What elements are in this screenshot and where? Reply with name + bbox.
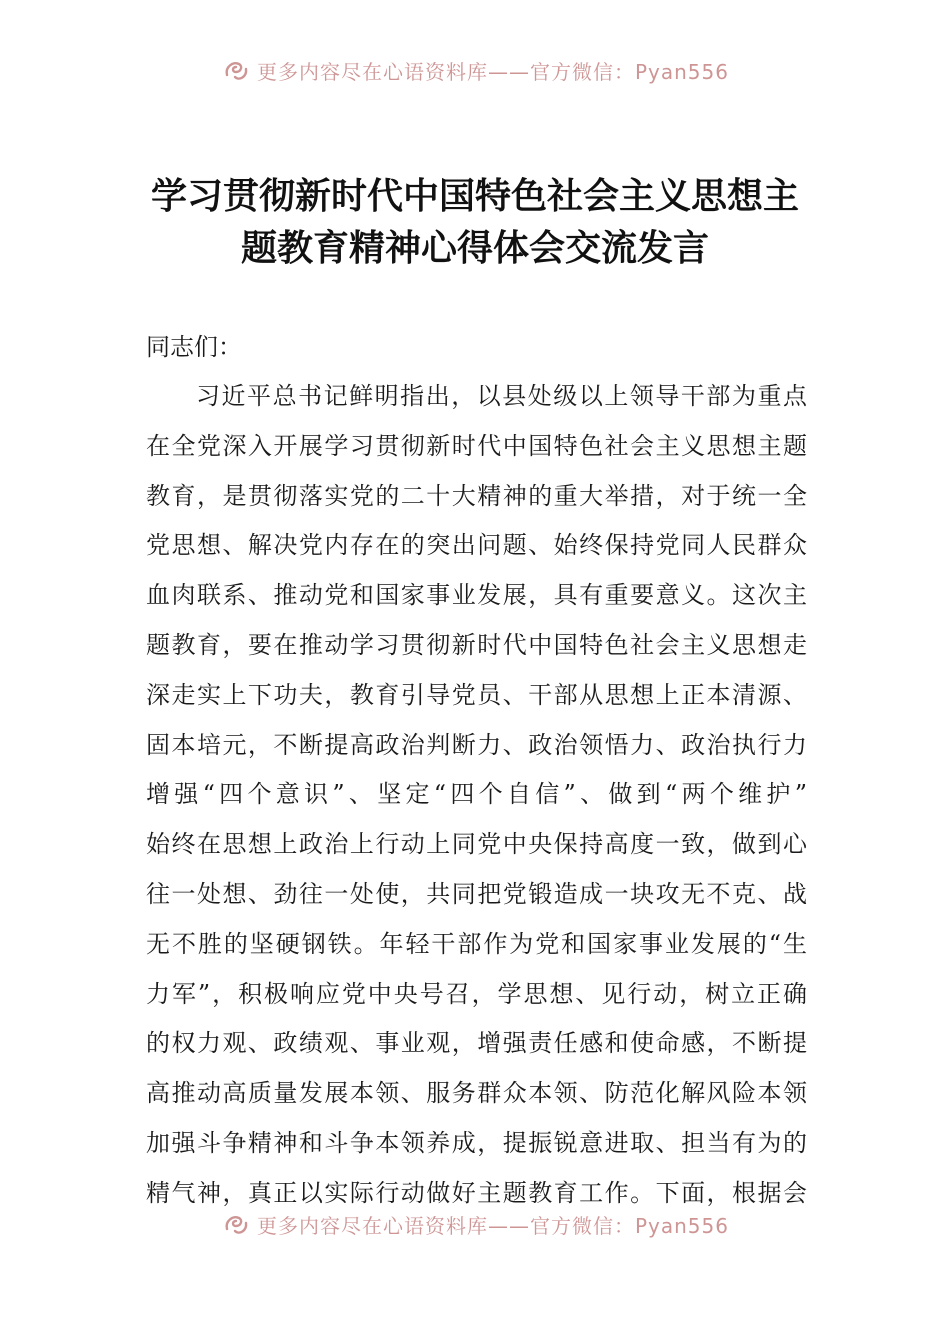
- paragraph-line: 精气神，真正以实际行动做好主题教育工作。下面，根据会: [146, 1178, 808, 1207]
- paragraph-line: 习近平总书记鲜明指出，以县处级以上领导干部为重点: [196, 382, 808, 410]
- paragraph-line: 的权力观、政绩观、事业观，增强责任感和使命感，不断提: [146, 1029, 808, 1058]
- watermark-text: 更多内容尽在心语资料库——官方微信：Pyan556: [256, 59, 729, 84]
- document-title: [120, 170, 830, 274]
- paragraph-line: 血肉联系、推动党和国家事业发展，具有重要意义。这次主: [146, 581, 808, 610]
- paragraph-line: 始终在思想上政治上行动上同党中央保持高度一致，做到心: [146, 830, 808, 859]
- watermark-header: [0, 52, 950, 88]
- paragraph-line: 力军”，积极响应党中央号召，学思想、见行动，树立正确: [146, 979, 808, 1008]
- paragraph-line: 固本培元，不断提高政治判断力、政治领悟力、政治执行力: [146, 730, 808, 759]
- paragraph-line: 教育，是贯彻落实党的二十大精神的重大举措，对于统一全: [146, 481, 808, 510]
- watermark-logo-icon: [221, 55, 251, 85]
- paragraph-line: 加强斗争精神和斗争本领养成，提振锐意进取、担当有为的: [146, 1128, 808, 1157]
- paragraph-line: 深走实上下功夫，教育引导党员、干部从思想上正本清源、: [146, 680, 808, 709]
- watermark-logo-icon: [221, 1209, 251, 1239]
- paragraph-line: 高推动高质量发展本领、服务群众本领、防范化解风险本领: [146, 1079, 808, 1108]
- watermark-text: 更多内容尽在心语资料库——官方微信：Pyan556: [256, 1213, 729, 1238]
- greeting: 同志们：: [146, 333, 242, 361]
- paragraph: [146, 372, 808, 1219]
- paragraph-line: 无不胜的坚硬钢铁。年轻干部作为党和国家事业发展的“生: [146, 929, 808, 958]
- title-line-1: 学习贯彻新时代中国特色社会主义思想主: [150, 175, 799, 217]
- paragraph-line: 在全党深入开展学习贯彻新时代中国特色社会主义思想主题: [146, 431, 808, 460]
- paragraph-line: 增强“四个意识”、坚定“四个自信”、做到“两个维护”: [146, 780, 808, 809]
- paragraph-line: 题教育，要在推动学习贯彻新时代中国特色社会主义思想走: [146, 630, 808, 659]
- watermark-footer: [0, 1206, 950, 1242]
- title-line-2: 题教育精神心得体会交流发言: [240, 227, 709, 269]
- document-body: [146, 322, 808, 1219]
- paragraph-line: 党思想、解决党内存在的突出问题、始终保持党同人民群众: [146, 531, 808, 560]
- paragraph-line: 往一处想、劲往一处使，共同把党锻造成一块攻无不克、战: [146, 879, 808, 908]
